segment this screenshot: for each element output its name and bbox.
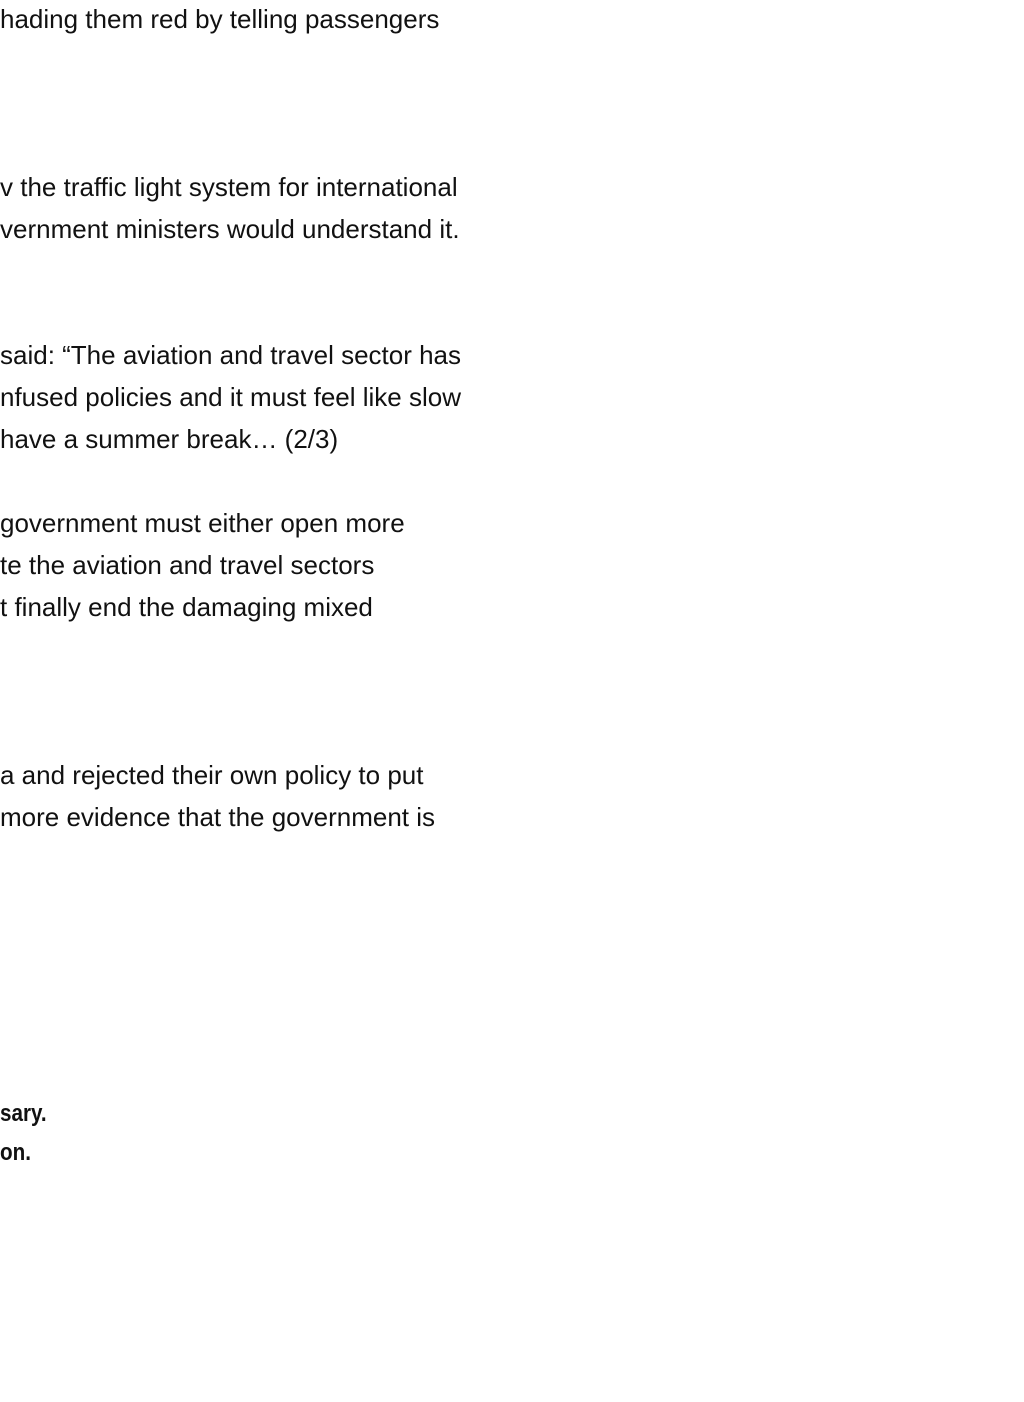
footer-line-2: on. [0, 1139, 31, 1166]
paragraph-5-line-2: more evidence that the government is [0, 802, 436, 832]
paragraph-4-line-1: government must either open more [0, 508, 405, 538]
paragraph-3-line-2: nfused policies and it must feel like slow [0, 382, 462, 412]
paragraph-4-line-3: t finally end the damaging mixed [0, 592, 373, 622]
paragraph-2-line-1: v the traffic light system for international [0, 172, 458, 202]
paragraph-1-line-1: hading them red by telling passengers [0, 4, 440, 34]
paragraph-2-line-2: vernment ministers would understand it. [0, 214, 460, 244]
paragraph-5-line-1: a and rejected their own policy to put [0, 760, 424, 790]
paragraph-3-line-1: said: “The aviation and travel sector has [0, 340, 462, 370]
paragraph-4-line-2: te the aviation and travel sectors [0, 550, 375, 580]
footer-line-1: sary. [0, 1100, 47, 1127]
paragraph-3-line-3: have a summer break… (2/3) [0, 424, 339, 454]
